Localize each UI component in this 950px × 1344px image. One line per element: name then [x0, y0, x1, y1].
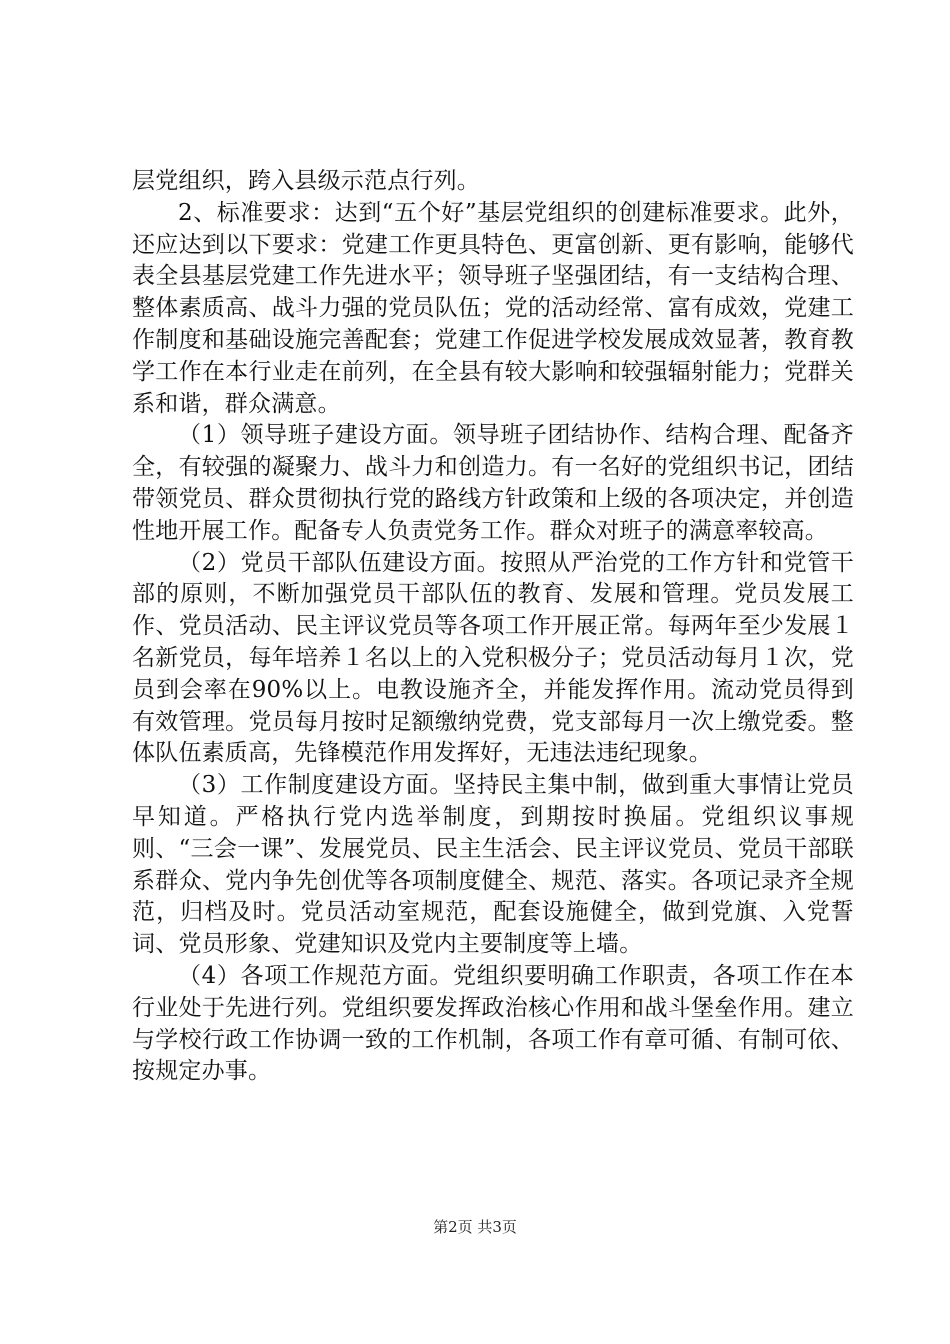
- paragraph-work-norms: （4）各项工作规范方面。党组织要明确工作职责，各项工作在本行业处于先进行列。党组织要发挥政治核心作用和战斗堡垒作用。建立与学校行政工作协调一致的工作机制，各项工作有章可循、有制可依、按规定办事。: [132, 962, 854, 1085]
- paragraph-leadership-team: （1）领导班子建设方面。领导班子团结协作、结构合理、配备齐全，有较强的凝聚力、战斗力和创造力。有一名好的党组织书记，团结带领党员、群众贯彻执行党的路线方针政策和上级的各项决定，并创造性地开展工作。配备专人负责党务工作。群众对班子的满意率较高。: [132, 422, 854, 544]
- paragraph-standard-requirements: 2、标准要求：达到“五个好”基层党组织的创建标准要求。此外，还应达到以下要求：党建工作更具特色、更富创新、更有影响，能够代表全县基层党建工作先进水平；领导班子坚强团结，有一支结构合理、整体素质高、战斗力强的党员队伍；党的活动经常、富有成效，党建工作制度和基础设施完善配套；党建工作促进学校发展成效显著，教育教学工作在本行业走在前列，在全县有较大影响和较强辐射能力；党群关系和谐，群众满意。: [132, 199, 854, 417]
- document-body: [132, 166, 854, 1088]
- page-number-footer: 第2页 共3页: [433, 1218, 517, 1236]
- paragraph-work-system: （3）工作制度建设方面。坚持民主集中制，做到重大事情让党员早知道。严格执行党内选举制度，到期按时换届。党组织议事规则、“三会一课”、发展党员、民主生活会、民主评议党员、党员干部联系群众、党内争先创优等各项制度健全、规范、落实。各项记录齐全规范，归档及时。党员活动室规范，配套设施健全，做到党旗、入党誓词、党员形象、党建知识及党内主要制度等上墙。: [132, 772, 854, 958]
- paragraph-party-cadres: （2）党员干部队伍建设方面。按照从严治党的工作方针和党管干部的原则，不断加强党员干部队伍的教育、发展和管理。党员发展工作、党员活动、民主评议党员等各项工作开展正常。每两年至少发展１名新党员，每年培养１名以上的入党积极分子；党员活动每月１次，党员到会率在90%以上。电教设施齐全，并能发挥作用。流动党员得到有效管理。党员每月按时足额缴纳党费，党支部每月一次上缴党委。整体队伍素质高，先锋模范作用发挥好，无违法违纪现象。: [132, 549, 854, 767]
- paragraph-continuation: 层党组织，跨入县级示范点行列。: [132, 168, 480, 194]
